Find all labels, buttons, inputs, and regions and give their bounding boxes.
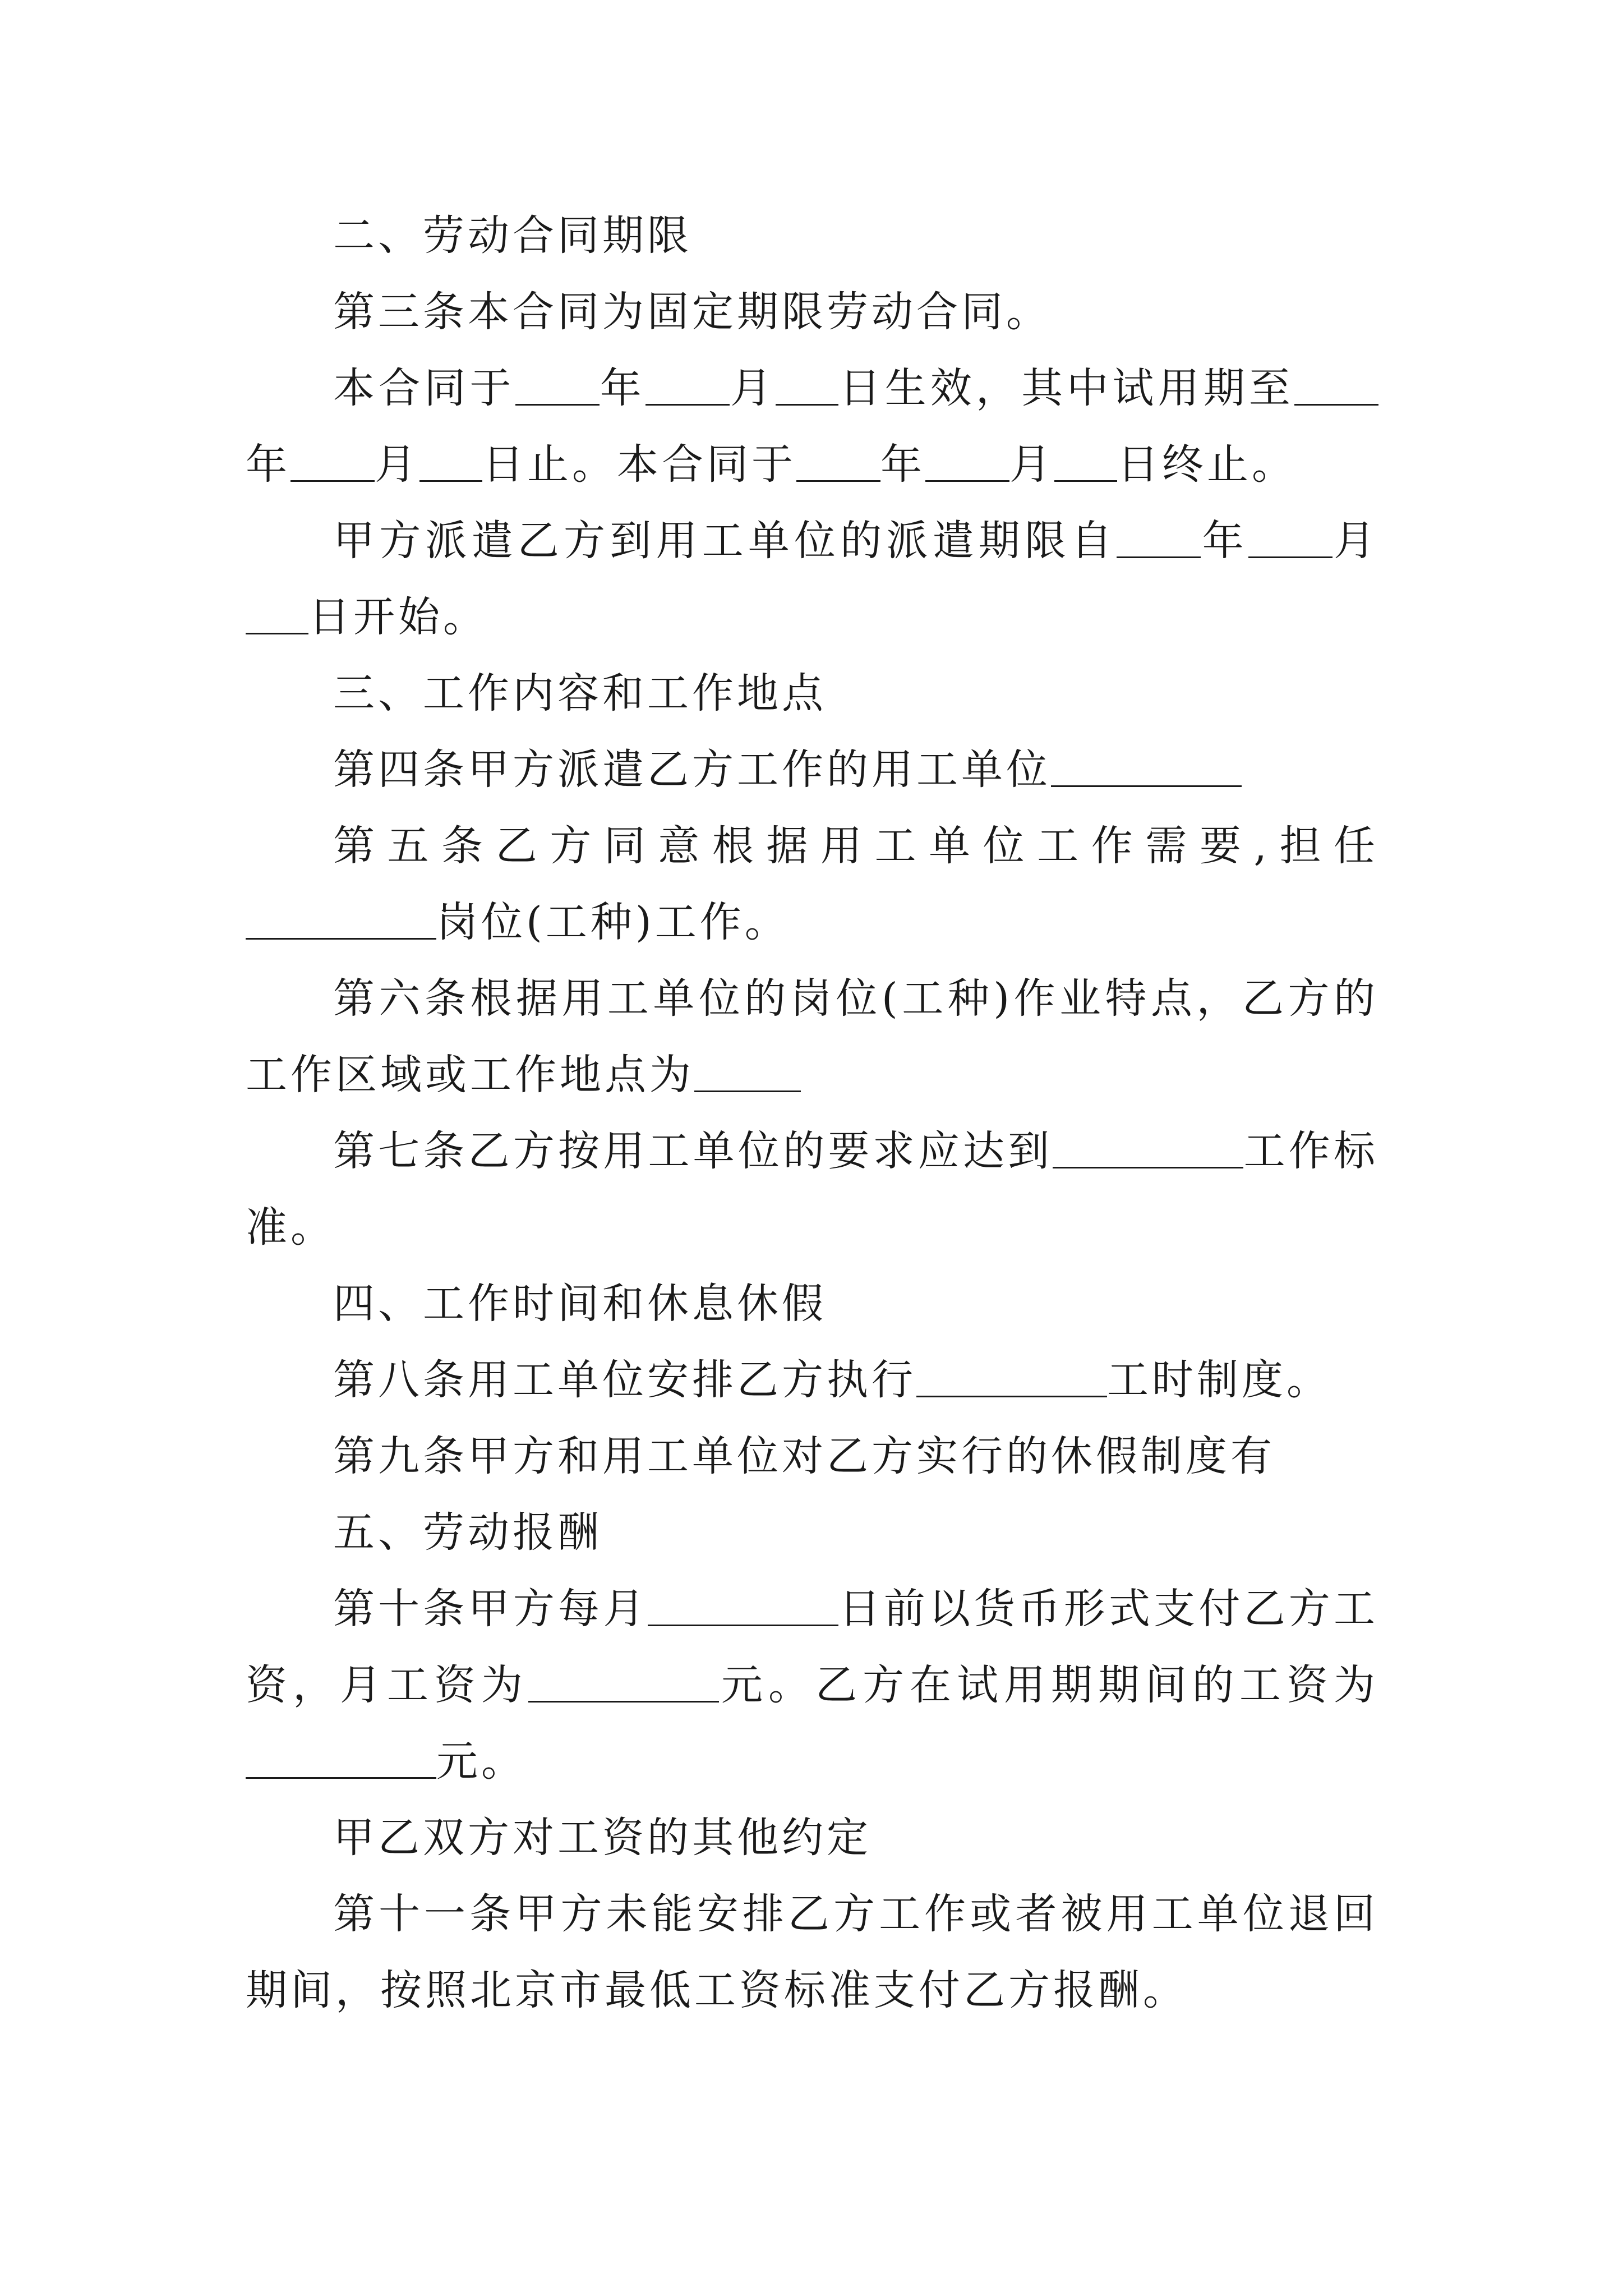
article-7	[246, 1113, 1378, 1266]
text-segment: 月	[1332, 517, 1379, 565]
dispatch-term-paragraph	[246, 503, 1378, 655]
section-heading-work-time: 四、工作时间和休息休假	[333, 1280, 827, 1328]
article-10	[246, 1571, 1378, 1800]
text-segment: 第八条用工单位安排乙方执行	[333, 1356, 916, 1404]
text-segment: 第七条乙方按用工单位的要求应达到	[333, 1127, 1053, 1175]
blank-field	[694, 1049, 801, 1092]
text-segment: 元。	[436, 1737, 526, 1786]
section-heading-remuneration: 五、劳动报酬	[333, 1508, 602, 1557]
blank-field	[1051, 744, 1242, 787]
article-11: 第十一条甲方未能安排乙方工作或者被用工单位退回期间，按照北京市最低工资标准支付乙方报酬。	[246, 1890, 1378, 2014]
article-3: 第三条本合同为固定期限劳动合同。	[333, 288, 1051, 336]
blank-field	[796, 439, 880, 482]
text-segment: 岗位(工种)工作。	[436, 898, 790, 946]
article-4	[246, 731, 1378, 808]
blank-field	[246, 1736, 436, 1779]
text-segment: 月	[1009, 440, 1054, 489]
text-segment: 日止。本合同于	[482, 440, 796, 489]
article-5	[246, 808, 1378, 960]
contract-dates-paragraph	[246, 350, 1378, 503]
blank-field	[1053, 1125, 1243, 1168]
blank-field	[776, 362, 838, 406]
text-segment: 第十条甲方每月	[333, 1585, 648, 1633]
text-segment: 第六条根据用工单位的岗位(工种)作业特点，乙方的工作区域或工作地点为	[246, 974, 1378, 1099]
blank-field	[419, 439, 482, 482]
article-9: 第九条甲方和用工单位对乙方实行的休假制度有	[333, 1432, 1275, 1480]
text-segment: 月	[729, 364, 776, 412]
blank-field	[1117, 515, 1201, 558]
text-segment: 年	[880, 440, 925, 489]
text-segment: 工作标准。	[246, 1127, 1379, 1251]
blank-field	[1248, 515, 1332, 558]
text-segment: 月	[375, 440, 419, 489]
text-segment: 元。乙方在试用期期间的工资为	[719, 1661, 1378, 1709]
blank-field	[648, 1583, 838, 1626]
blank-field	[1294, 362, 1378, 406]
document-body	[246, 197, 1378, 2028]
text-segment: 日开始。	[308, 593, 488, 641]
text-segment: 第四条甲方派遣乙方工作的用工单位	[333, 746, 1051, 794]
text-segment: 年	[599, 364, 645, 412]
article-8	[246, 1342, 1378, 1418]
blank-field	[515, 362, 600, 406]
text-segment: 本合同于	[333, 364, 515, 412]
blank-field	[246, 896, 436, 940]
text-segment: 日前以货币形式支付乙方工资，月工资为	[246, 1585, 1379, 1709]
section-heading-contract-term: 二、劳动合同期限	[333, 211, 692, 260]
blank-field	[916, 1354, 1107, 1397]
text-segment: 日终止。	[1117, 440, 1297, 489]
text-segment: 第五条乙方同意根据用工单位工作需要,担任	[333, 822, 1378, 870]
other-wage-agreement: 甲乙双方对工资的其他约定	[333, 1814, 872, 1862]
blank-field	[291, 439, 375, 482]
text-segment: 年	[246, 440, 291, 489]
blank-field	[1054, 439, 1117, 482]
blank-field	[246, 591, 308, 634]
article-6	[246, 960, 1378, 1113]
text-segment: 甲方派遣乙方到用工单位的派遣期限自	[333, 517, 1117, 565]
blank-field	[528, 1659, 719, 1703]
text-segment: 工时制度。	[1107, 1356, 1331, 1404]
text-segment: 年	[1201, 517, 1248, 565]
text-segment: 日生效，其中试用期至	[838, 364, 1295, 412]
blank-field	[925, 439, 1009, 482]
blank-field	[645, 362, 730, 406]
section-heading-work-content: 三、工作内容和工作地点	[333, 669, 827, 717]
